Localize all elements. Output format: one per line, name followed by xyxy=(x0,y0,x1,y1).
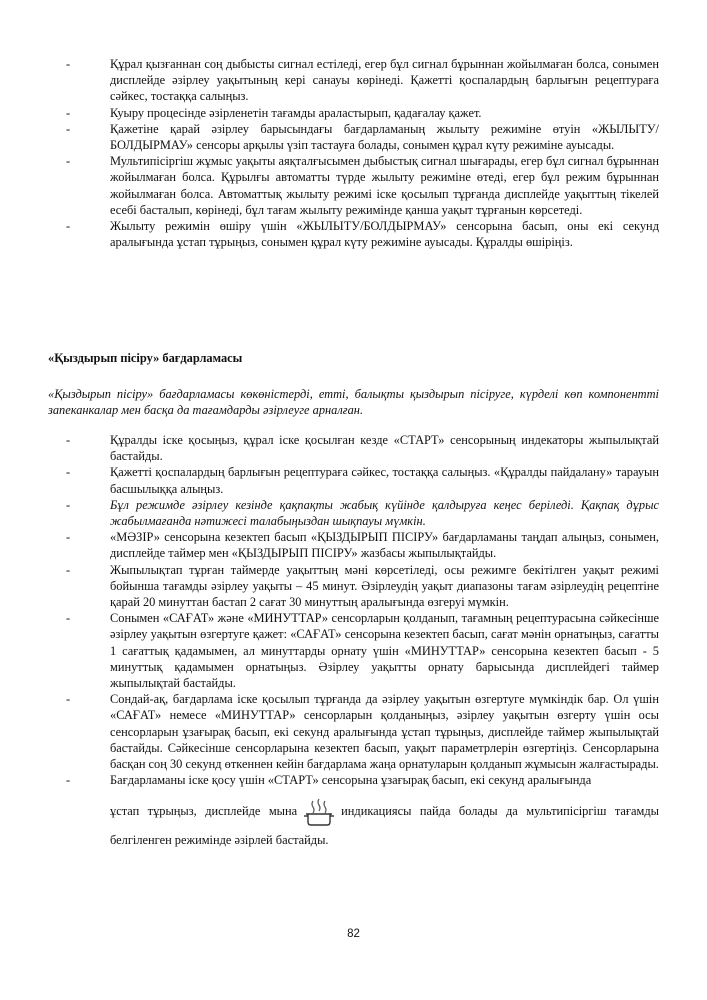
text-before-icon: ұстап тұрыңыз, дисплейде мына xyxy=(110,804,298,819)
list-item xyxy=(0,691,707,772)
bullet-dash: - xyxy=(66,611,71,626)
list-item-text: Сондай-ақ, бағдарлама іске қосылып тұрғанда да әзірлеу уақытын өзгертуге мүмкіндік бар. Ол үшін «САҒАТ» немесе «МИНУТТАР» сенсорларын қолданыңыз, әзірлеу уақытын өзгерту үшін осы сенсорларын ұзағырақ басып, екі секунд аралығында ұстап тұрыңыз, дисплейде таймер жыпылықтай бастайды. Сәйкесінше сенсорларына кезектеп басып, уақыт параметрлерін өзгертіңіз. Сенсорларына басқан соң 30 секунд өткеннен кейін бағдарлама жаңа орнатуларын қолданып жұмысын жалғастырады. xyxy=(110,692,659,772)
list-item-text: Құралды іске қосыңыз, құрал іске қосылған кезде «СТАРТ» сенсорының индекаторы жыпылықтай бастайды. xyxy=(110,433,659,464)
page-number: 82 xyxy=(347,928,360,940)
list-item xyxy=(0,562,707,611)
list-item-text: Бұл режимде әзірлеу кезінде қақпақты жабық күйінде қалдыруға кеңес беріледі. Қақпақ дұрыс жабылмағанда нәтижесі талабыңыздан шықпауы мүмкін. xyxy=(110,497,659,529)
bullet-dash: - xyxy=(66,497,71,512)
list-item-text: Сонымен «САҒАТ» және «МИНУТТАР» сенсорларын қолданып, тағамның рецептурасына сәйкесінше әзірлеу уақытын өзгертуге қажет: «САҒАТ» сенсорына кезектеп басып, сағат мәнін орнатыңыз, сағатты 1 сағаттық қадамымен, ал минуттарды орнату үшін «МИНУТТАР» сенсорына кезектеп басып - 5 минуттық қадамымен орнатыңыз. Әзірлеу уақытты орнату барысында дисплейдегі таймер жыпылықтай бастайды. xyxy=(110,611,659,691)
list-item-text: Жыпылықтап тұрған таймерде уақыттың мәні көрсетіледі, осы режимге бекітілген уақыт режимі бойынша тағамды әзірлеу уақыты – 45 минут. Әзірлеудің уақыт диапазоны тағам әзірлеудің рецептіне қарай 20 минуттан бастап 2 сағат 30 минуттың аралығында өзгеруі мүмкін. xyxy=(110,562,659,610)
bullet-dash: - xyxy=(66,530,71,545)
list-item xyxy=(0,529,707,561)
list-item-text: Куыру процесінде әзірленетін тағамды араластырып, қадағалау қажет. xyxy=(110,105,482,120)
bullet-dash: - xyxy=(66,433,71,447)
list-item xyxy=(0,218,707,250)
section-intro: «Қыздырып пісіру» бағдарламасы көкөністерді, етті, балықты қыздырып пісіруге, күрделі көп компонентті запеканкалар мен басқа да тағамдарды әзірлеуге арналған. xyxy=(48,387,659,418)
list-item-text: «МӘЗІР» сенсорына кезектеп басып «ҚЫЗДЫРЫП ПІСІРУ» бағдарламаны таңдап алыңыз, сонымен, дисплейде таймер мен «ҚЫЗДЫРЫП ПІСІРУ» жазбасы жыпылықтайды. xyxy=(110,530,659,561)
list-item xyxy=(0,105,707,121)
list-item-text: Мультипісіргіш жұмыс уақыты аяқталғысымен дыбыстық сигнал шығарады, егер бұл сигнал бұрыннан жойылмаған болса. Құрылғы автоматты түрде жылыту режиміне өтеді, егер бұл режим бұрыннан жойылмаған болса. Автоматтық жылыту режимі іске қосылып тұрғанда дисплейде уақыттың тікелей есебі басталып, көрінеді, бұл тағам жылыту режимінде қанша уақыт тұрғанын көрсетеді. xyxy=(110,154,659,217)
bullet-dash: - xyxy=(66,219,71,234)
list-item xyxy=(0,432,707,464)
steps-list-baking xyxy=(0,432,707,848)
bullet-dash: - xyxy=(66,562,71,577)
bullet-dash: - xyxy=(66,57,71,71)
list-item-text: Құрал қызғаннан соң дыбысты сигнал естіледі, егер бұл сигнал бұрыннан жойылмаған болса, сонымен дисплейде әзірлеу уақытының кері санауы көрінеді. Қажетті қоспалардың барлығын рецептураға сәйкес, тостаққа салыңыз. xyxy=(110,57,659,104)
section-heading: «Қыздырып пісіру» бағдарламасы xyxy=(48,351,243,365)
bullet-dash: - xyxy=(66,692,71,707)
list-item xyxy=(0,153,707,218)
text-after-icon: индикациясы пайда болады да мультипісіргіш тағамды белгіленген режимінде әзірлей бастайды. xyxy=(110,804,659,847)
list-item xyxy=(0,610,707,691)
bullet-dash: - xyxy=(66,121,71,136)
list-item-text: Жылыту режимін өшіру үшін «ЖЫЛЫТУ/БОЛДЫРМАУ» сенсорына басып, оны екі секунд аралығында ұстап тұрыңыз, сонымен құрал күту режиміне ауысады. Құралды өшіріңіз. xyxy=(110,219,659,250)
bullet-dash: - xyxy=(66,773,71,788)
list-item-text: Қажетіне қарай әзірлеу барысындағы бағдарламаның жылыту режиміне өтуін «ЖЫЛЫТУ/БОЛДЫРМАУ» сенсоры арқылы үзіп тастауға болады, сонымен құрал күту режиміне ауысады. xyxy=(110,121,659,153)
list-item xyxy=(0,56,707,105)
bullet-dash: - xyxy=(66,154,71,169)
list-item-text: Бағдарламаны іске қосу үшін «СТАРТ» сенсорына ұзағырақ басып, екі секунд аралығында xyxy=(110,773,592,788)
list-item-text: Қажетті қоспалардың барлығын рецептураға сәйкес, тостаққа салыңыз. «Құралды пайдалану» тарауын басшылыққа алыңыз. xyxy=(110,465,659,496)
steaming-pot-icon xyxy=(303,797,335,831)
list-item-start xyxy=(0,772,707,848)
list-item xyxy=(0,497,707,529)
bullet-dash: - xyxy=(66,465,71,480)
steps-list-frying xyxy=(0,56,707,250)
list-item xyxy=(0,464,707,496)
list-item xyxy=(0,121,707,153)
bullet-dash: - xyxy=(66,105,71,120)
indicator-sentence xyxy=(110,797,659,847)
